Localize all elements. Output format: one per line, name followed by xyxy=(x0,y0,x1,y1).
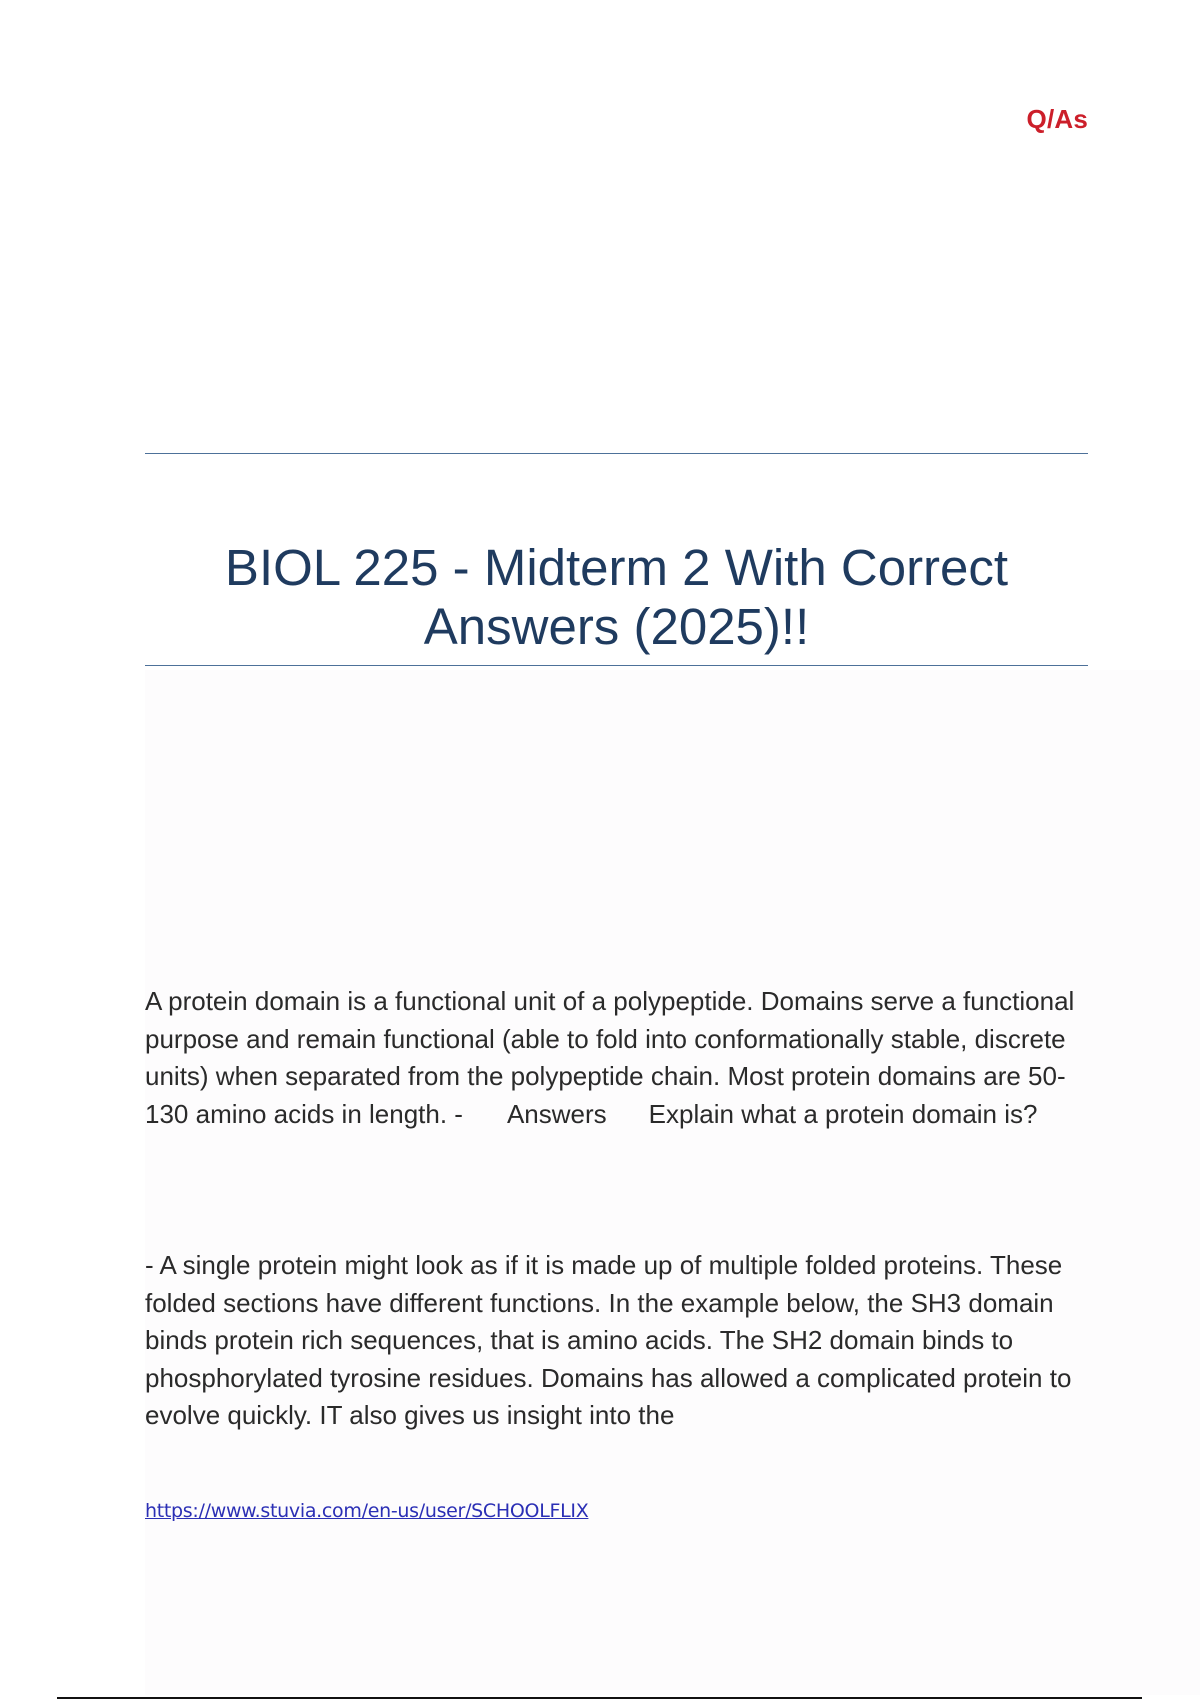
qa-item-2 xyxy=(145,1247,1088,1435)
document-title-line-2: Answers (2025)!! xyxy=(423,598,810,655)
document-title-line-1: BIOL 225 - Midterm 2 With Correct xyxy=(224,539,1009,596)
qa-item-1-question-lead: Explain xyxy=(648,1098,734,1129)
qa-item-1 xyxy=(145,983,1088,1133)
qa-item-1-answer: A protein domain is a functional unit of a polypeptide. Domains serve a functional purpose and remain functional (able to fold into conformationally stable, discrete units) when separated from the polypeptide chain. Most protein domains are 50-130 amino acids in length. - xyxy=(145,986,1075,1129)
qa-item-1-question-rest: what a protein domain is? xyxy=(741,1098,1038,1129)
title-top-rule xyxy=(145,453,1088,454)
document-title xyxy=(145,538,1088,656)
title-bottom-rule xyxy=(145,665,1088,666)
page-footer-rule xyxy=(57,1697,1142,1699)
qa-header-tag: Q/As xyxy=(1026,104,1088,134)
content-background xyxy=(145,670,1200,1695)
qa-item-2-text: - A single protein might look as if it is made up of multiple folded proteins. These folded sections have different functions. In the example below, the SH3 domain binds protein rich sequences, that is amino acids. The SH2 domain binds to phosphorylated tyrosine residues. Domains has allowed a complicated protein to evolve quickly. IT also gives us insight into the xyxy=(145,1250,1072,1430)
source-link[interactable]: https://www.stuvia.com/en-us/user/SCHOOLFLIX xyxy=(145,1500,589,1522)
qa-item-1-answers-label: Answers xyxy=(506,1098,607,1129)
